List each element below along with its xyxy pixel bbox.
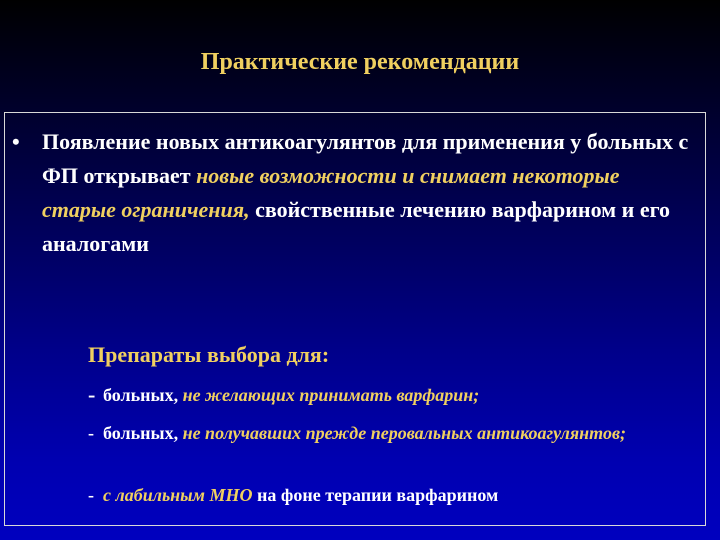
- main-bullet: [12, 125, 702, 261]
- dash-marker: -: [88, 485, 94, 505]
- list-item: [88, 420, 668, 446]
- list-item-italic: с лабильным МНО: [103, 485, 253, 505]
- bullet-text-end: свойственные лечению варфарином и его аналогами: [42, 197, 671, 256]
- bullet-marker: •: [12, 129, 20, 154]
- list-item-text: [103, 382, 668, 408]
- list-item-italic: не желающих принимать варфарин;: [182, 385, 480, 405]
- dash-marker: -: [88, 423, 94, 443]
- list-item: [88, 482, 668, 508]
- bullet-text-start: Появление новых антикоагулянтов для применения у больных с ФП открывает: [42, 129, 689, 188]
- list-item-tail: на фоне терапии варфарином: [252, 485, 499, 505]
- list-item-italic: не получавших прежде перовальных антикоагулянтов;: [182, 423, 626, 443]
- subheading: Препараты выбора для:: [88, 342, 330, 367]
- list-item-text: [103, 482, 668, 508]
- list-item-plain: больных,: [103, 423, 183, 443]
- bullet-text: [42, 125, 697, 261]
- list-item-plain: больных,: [103, 385, 183, 405]
- dash-marker: -: [88, 382, 96, 407]
- slide-title: Практические рекомендации: [200, 49, 520, 75]
- list-item: [88, 382, 668, 408]
- bullet-highlight: новые возможности и снимает некоторые старые ограничения,: [42, 163, 620, 222]
- list-item-text: [103, 420, 668, 446]
